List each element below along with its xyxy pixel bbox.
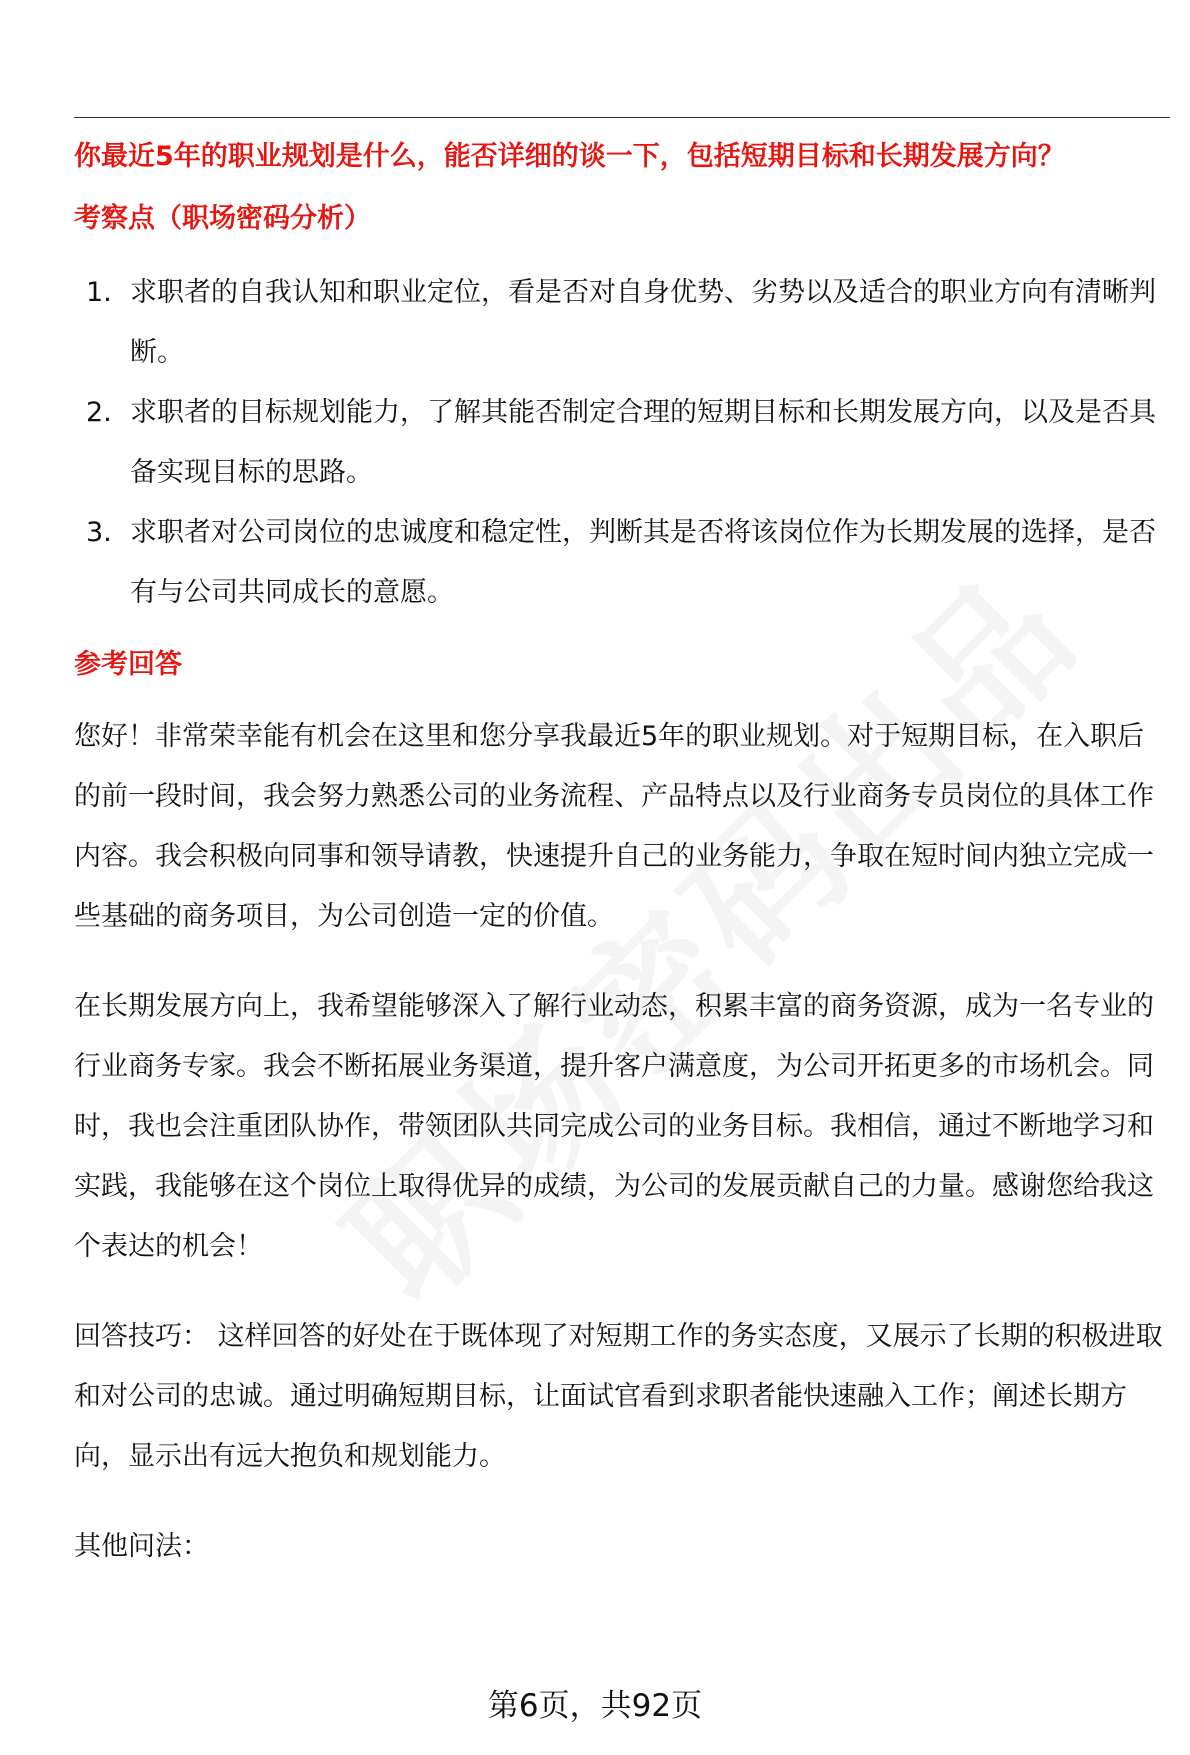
other-questions-label: 其他问法：: [74, 1531, 209, 1562]
answer-tips: 回答技巧： 这样回答的好处在于既体现了对短期工作的务实态度，又展示了长期的积极进取和对公司的忠诚。通过明确短期目标，让面试官看到求职者能快速融入工作；阐述长期方向，显示出有远大抱负和规划能力。: [74, 1321, 1163, 1472]
list-item-number: 1.: [86, 277, 112, 308]
list-item: [74, 383, 1170, 503]
list-item-number: 3.: [86, 517, 112, 548]
list-item: [74, 503, 1170, 623]
top-divider: [74, 117, 1170, 118]
page-content: [74, 138, 1170, 1577]
exam-points-list: [74, 263, 1170, 623]
exam-points-title: 考察点（职场密码分析）: [74, 203, 371, 234]
list-item-text: 求职者对公司岗位的忠诚度和稳定性，判断其是否将该岗位作为长期发展的选择，是否有与公司共同成长的意愿。: [130, 517, 1156, 608]
list-item: [74, 263, 1170, 383]
list-item-number: 2.: [86, 397, 112, 428]
reference-paragraph-1: 您好！非常荣幸能有机会在这里和您分享我最近5年的职业规划。对于短期目标，在入职后的前一段时间，我会努力熟悉公司的业务流程、产品特点以及行业商务专员岗位的具体工作内容。我会积极向同事和领导请教，快速提升自己的业务能力，争取在短时间内独立完成一些基础的商务项目，为公司创造一定的价值。: [74, 721, 1154, 932]
page-number: 第6页，共92页: [487, 1688, 703, 1724]
question-heading: 你最近5年的职业规划是什么，能否详细的谈一下，包括短期目标和长期发展方向？: [74, 141, 1065, 172]
list-item-text: 求职者的目标规划能力，了解其能否制定合理的短期目标和长期发展方向，以及是否具备实现目标的思路。: [130, 397, 1156, 488]
list-item-text: 求职者的自我认知和职业定位，看是否对自身优势、劣势以及适合的职业方向有清晰判断。: [130, 277, 1156, 368]
reference-answer-title: 参考回答: [74, 649, 182, 680]
reference-paragraph-2: 在长期发展方向上，我希望能够深入了解行业动态，积累丰富的商务资源，成为一名专业的行业商务专家。我会不断拓展业务渠道，提升客户满意度，为公司开拓更多的市场机会。同时，我也会注重团队协作，带领团队共同完成公司的业务目标。我相信，通过不断地学习和实践，我能够在这个岗位上取得优异的成绩，为公司的发展贡献自己的力量。感谢您给我这个表达的机会！: [74, 991, 1154, 1262]
